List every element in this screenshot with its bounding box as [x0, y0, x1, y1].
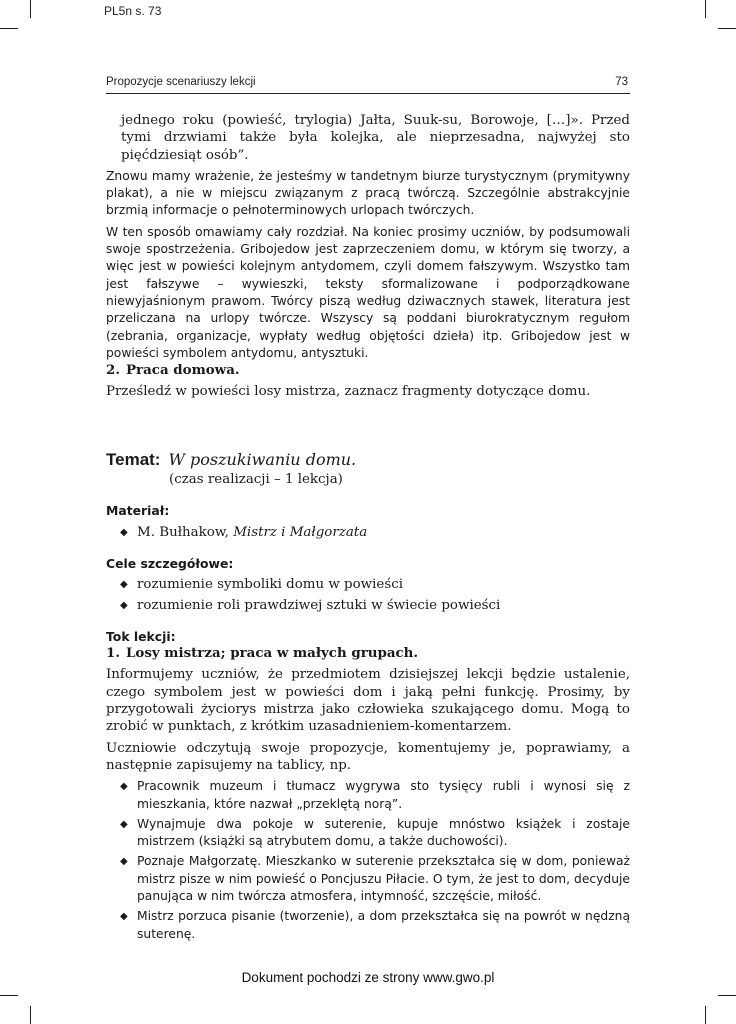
section-heading-step-1 — [106, 645, 630, 662]
running-head — [106, 76, 630, 94]
paragraph: Uczniowie odczytują swoje propozycje, komentujemy je, poprawiamy, a następnie zapisujemy na tablicy, np. — [106, 740, 630, 773]
quote-continuation: jednego roku (powieść, trylogia) Jałta, Suuk-su, Borowoje, […]». Przed tymi drzwiami także była kolejka, ale nieprzesadna, najwyżej sto pięćdziesiąt osób”. — [121, 113, 630, 163]
crop-mark — [705, 0, 706, 18]
lesson-topic — [106, 451, 630, 468]
objectives-label: Cele szczegółowe: — [106, 555, 234, 571]
biography-point: Pracownik muzeum i tłumacz wygrywa sto tysięcy rubli i wynosi się z mieszkania, które nazwał „przeklętą norą”. — [137, 779, 630, 811]
diamond-bullet-icon: ◆ — [120, 856, 128, 868]
list-item — [120, 524, 630, 541]
topic-label: Temat: — [106, 449, 161, 469]
running-head-title: Propozycje scenariuszy lekcji — [106, 76, 256, 88]
lesson-flow-label: Tok lekcji: — [106, 628, 176, 644]
section-number: 2. — [106, 362, 120, 379]
crop-mark — [0, 28, 18, 29]
crop-mark — [30, 0, 31, 18]
topic-duration: (czas realizacji – 1 lekcja) — [169, 472, 343, 488]
biography-point: Poznaje Małgorzatę. Mieszkanko w suterenie przekształca się w dom, ponieważ mistrz pisze w nim powieść o Poncjuszu Piłacie. O tym, że jest to dom, decyduje panująca w nim twórcza atmosfera, intymność, szczęście, miłość. — [137, 854, 630, 903]
list-item — [120, 576, 630, 593]
print-slug: PL5n s. 73 — [104, 4, 162, 18]
paragraph: Informujemy uczniów, że przedmiotem dzisiejszej lekcji będzie ustalenie, czego symbolem jest w powieści dom i jaką pełni funkcję. Prosimy, by przygotowali życiorys mistrza jako człowieka szukającego domu. Mogą to zrobić w punktach, z krótkim uzasadnieniem-komentarzem. — [106, 667, 630, 735]
diamond-bullet-icon: ◆ — [120, 599, 128, 611]
homework-text: Prześledź w powieści losy mistrza, zaznacz fragmenty dotyczące domu. — [106, 384, 591, 400]
section-title: Praca domowa. — [125, 362, 240, 379]
page-number: 73 — [615, 76, 628, 88]
list-item — [120, 597, 630, 614]
list-item — [120, 853, 630, 905]
objective-text: rozumienie roli prawdziwej sztuki w świecie powieści — [137, 597, 501, 613]
crop-mark — [718, 995, 736, 996]
biography-list — [106, 778, 630, 943]
paragraph: Znowu mamy wrażenie, że jesteśmy w tandetnym biurze turystycznym (prymitywny plakat), a nie w miejscu związanym z pracą twórczą. Szczególnie abstrakcyjnie brzmią informacje o pełnoterminowych urlopach twórczych. — [106, 168, 630, 218]
objective-text: rozumienie symboliki domu w powieści — [137, 577, 404, 593]
topic-title: W poszukiwaniu domu. — [168, 449, 357, 469]
section-heading-homework — [106, 362, 630, 379]
crop-mark — [718, 28, 736, 29]
material-list — [106, 524, 630, 541]
diamond-bullet-icon: ◆ — [120, 911, 128, 923]
page-content — [106, 112, 630, 946]
list-item — [120, 908, 630, 943]
crop-mark — [705, 1006, 706, 1024]
diamond-bullet-icon: ◆ — [120, 781, 128, 793]
section-number: 1. — [106, 645, 120, 662]
diamond-bullet-icon: ◆ — [120, 818, 128, 830]
source-footer: Dokument pochodzi ze strony www.gwo.pl — [241, 970, 495, 985]
section-title: Losy mistrza; praca w małych grupach. — [125, 645, 419, 662]
biography-point: Mistrz porzuca pisanie (tworzenie), a dom przekształca się na powrót w nędzną suterenę. — [137, 909, 630, 941]
paragraph: W ten sposób omawiamy cały rozdział. Na koniec prosimy uczniów, by podsumowali swoje spostrzeżenia. Gribojedow jest zaprzeczeniem domu, w którym się tworzy, a więc jest w powieści kolejnym antydomem, czyli domem fałszywym. Wszystko tam jest fałszywe – wywieszki, teksty sformalizowane i podporządkowane niewyjaśnionym prawom. Twórcy piszą według dziwacznych stawek, literatura jest przeliczana na urlopy twórcze. Wszyscy są poddani biurokratycznym regułom (zebrania, organizacje, wypłaty według objętości dzieła) itp. Gribojedow jest w powieści symbolem antydomu, antysztuki. — [106, 224, 630, 360]
list-item — [120, 778, 630, 813]
diamond-bullet-icon: ◆ — [120, 526, 128, 538]
crop-mark — [30, 1006, 31, 1024]
diamond-bullet-icon: ◆ — [120, 579, 128, 591]
material-author: M. Bułhakow, — [137, 524, 234, 540]
objectives-list — [106, 576, 630, 614]
list-item — [120, 816, 630, 851]
crop-mark — [0, 995, 18, 996]
material-label: Materiał: — [106, 503, 170, 519]
biography-point: Wynajmuje dwa pokoje w suterenie, kupuje mnóstwo książek i zostaje mistrzem (książki są atrybutem domu, a także duchowości). — [137, 816, 630, 849]
material-work: Mistrz i Małgorzata — [233, 524, 368, 540]
